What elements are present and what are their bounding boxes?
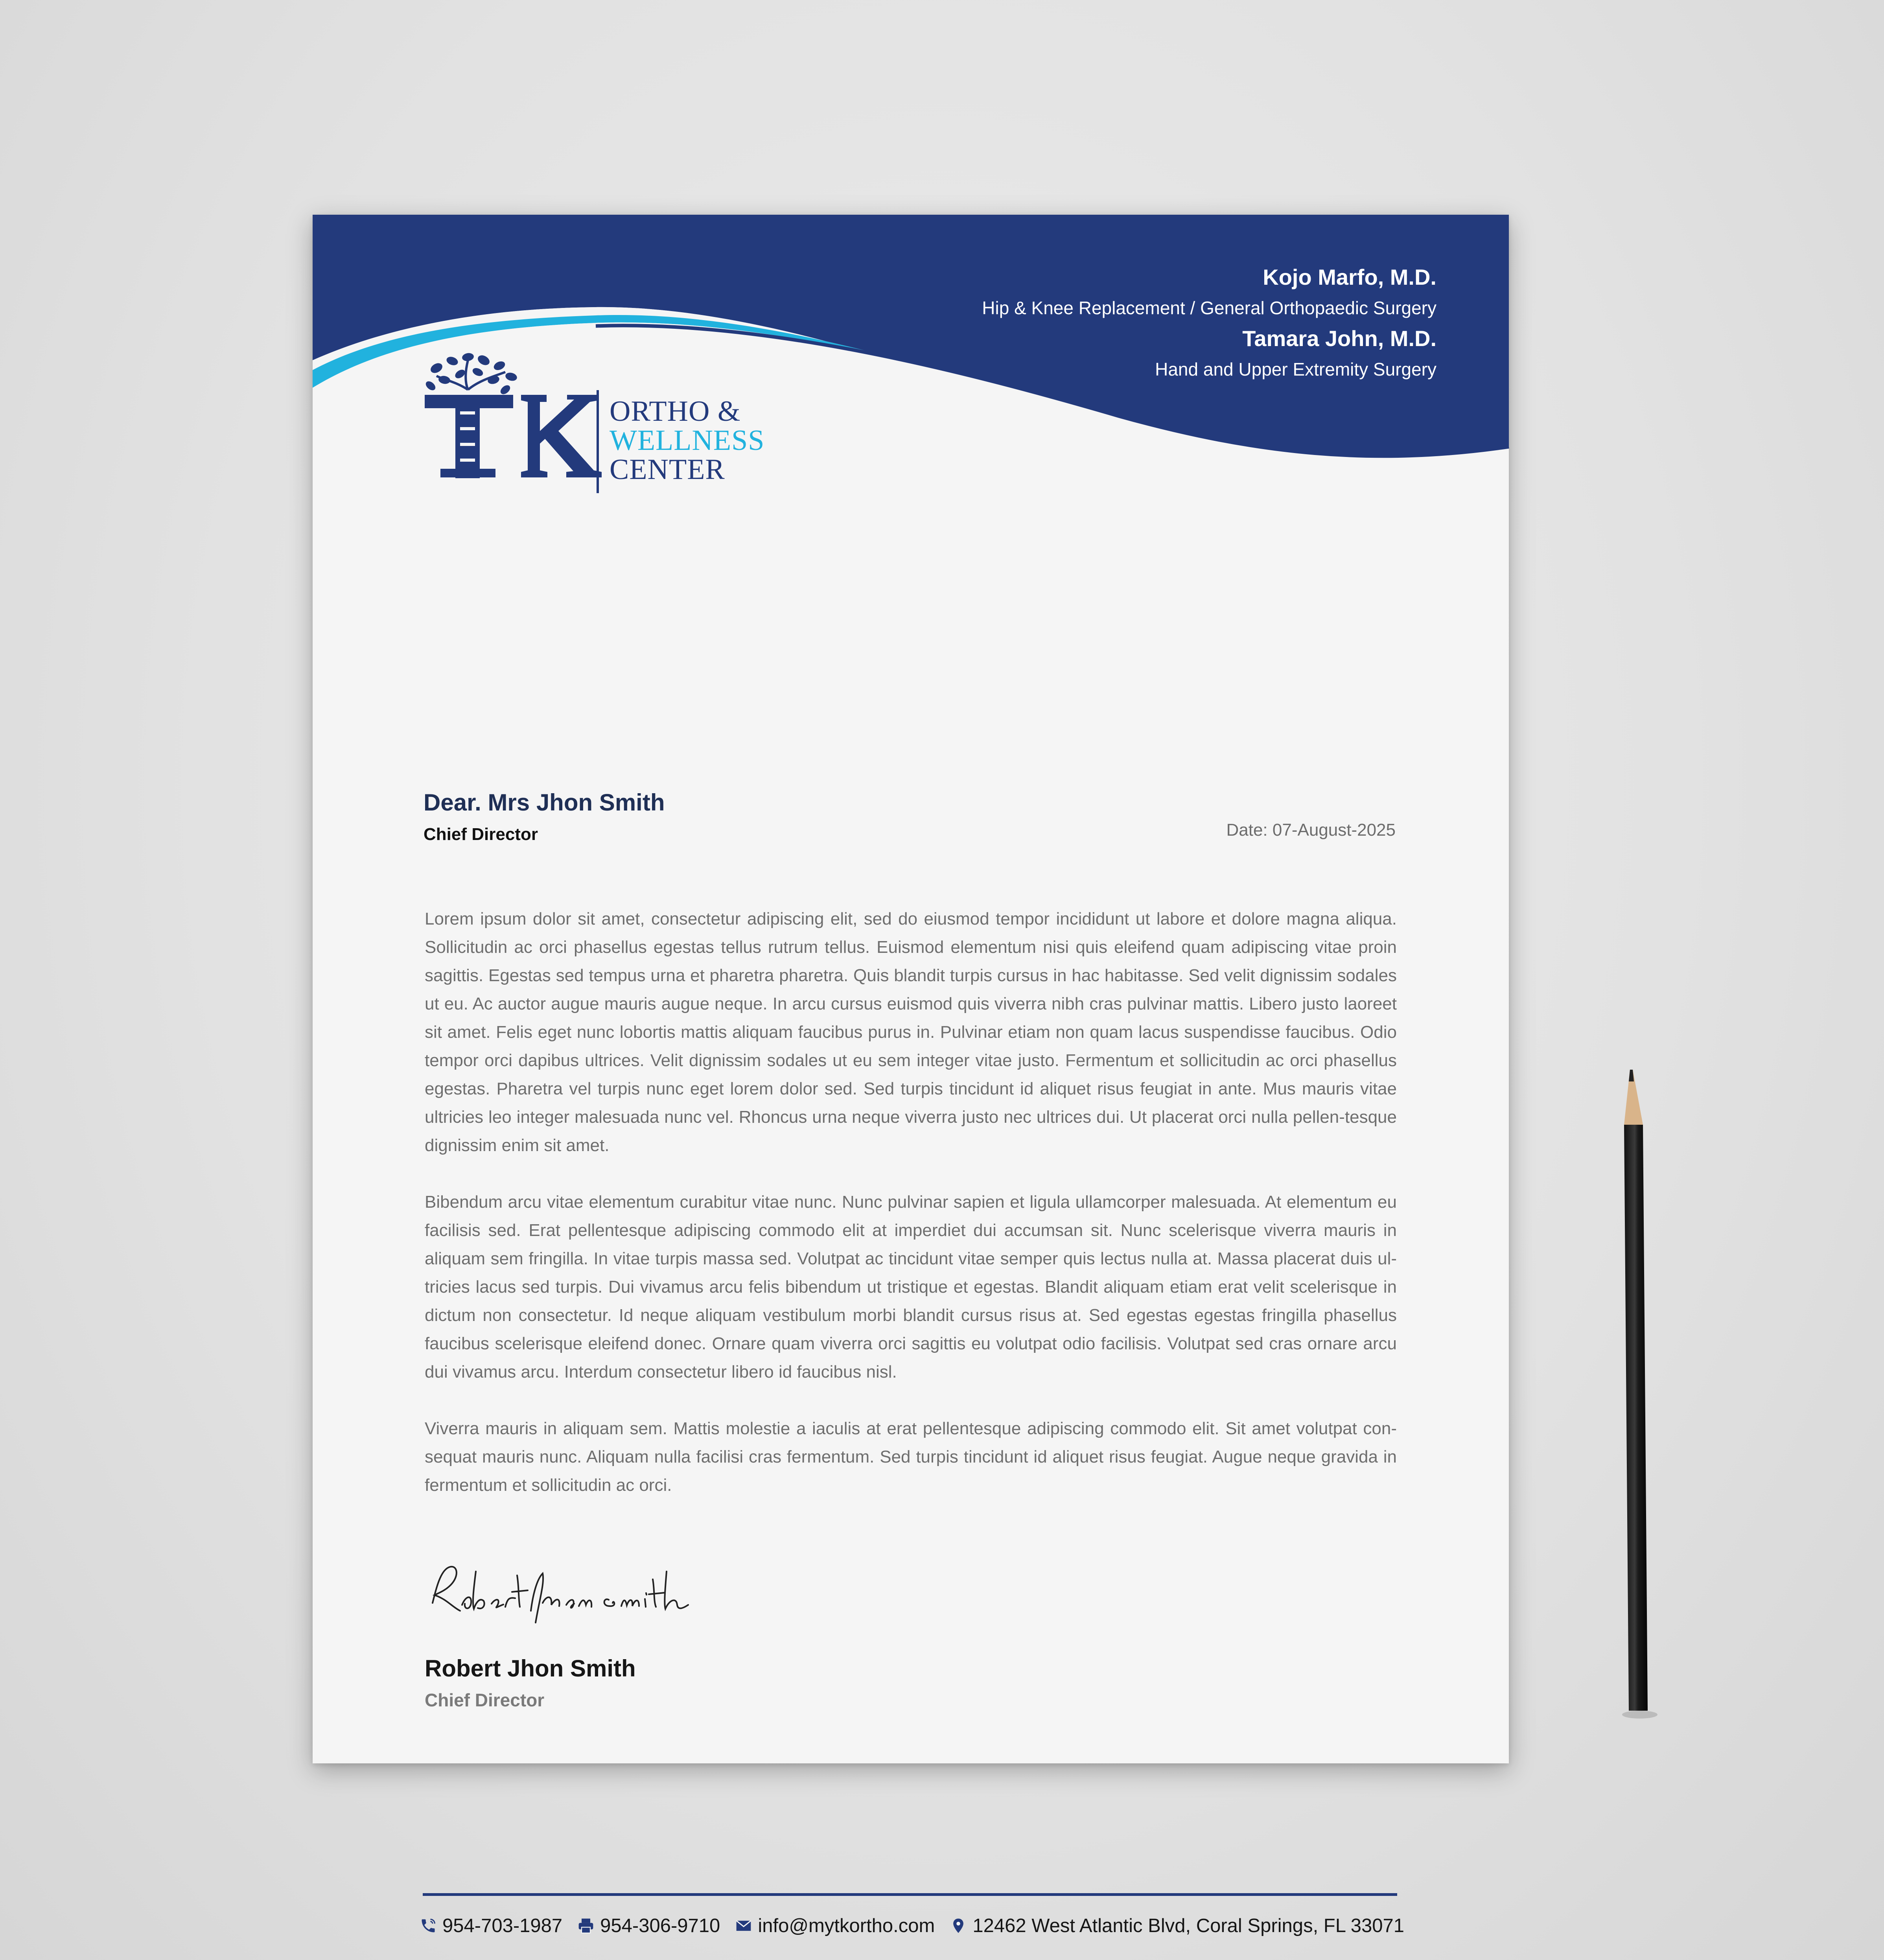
location-icon [950,1917,967,1934]
doctor-name: Tamara John, M.D. [1242,326,1436,351]
ortho-wellness-logo [421,352,798,486]
fax-contact[interactable] [577,1915,720,1937]
doctor-specialty: Hip & Knee Replacement / General Orthopaedic Surgery [982,298,1436,318]
fax-number: 954-306-9710 [600,1915,720,1936]
contact-footer [420,1912,1419,1940]
phone-number: 954-703-1987 [442,1915,563,1936]
body-paragraph: Bibendum arcu vitae elementum curabitur vitae nunc. Nunc pulvinar sapien et ligula ullamcorper malesuada. At elementum eu facilisis sed. Erat pellentesque adipiscing commodo elit at imperdiet dui accumsan sit. Nunc scelerisque viverra mauris in aliquam sem fringilla. In vitae turpis massa sed. Volutpat ac tincidunt vitae semper quis lectus nulla at. Massa placerat duis ul-tricies lacus sed turpis. Dui vivamus arcu felis bibendum ut tristique et egestas. Blandit aliquam etiam erat velit scelerisque in dictum non consectetur. Id neque aliquam vestibulum morbi blandit cursus risus at. Sed egestas egestas fringilla phasellus faucibus scelerisque eleifend donec. Ornare quam viverra orci sagittis eu volutpat odio facilisis. Volutpat sed cras ornare arcu dui vivamus arcu. Interdum consectetur libero id faucibus nisl. [425,1192,1397,1382]
mail-icon [735,1917,752,1934]
signer-name: Robert Jhon Smith [425,1655,636,1682]
street-address: 12462 West Atlantic Blvd, Coral Springs, FL 33071 [972,1915,1405,1936]
signer-title: Chief Director [425,1690,545,1710]
doctor-specialty: Hand and Upper Extremity Surgery [1155,359,1436,379]
letterhead-sheet [313,215,1509,1936]
body-paragraph: Lorem ipsum dolor sit amet, consectetur adipiscing elit, sed do eiusmod tempor incididunt ut labore et dolore magna aliqua. Sollicitudin ac orci phasellus egestas tellus rutrum tellus. Euismod elementum nisi quis eleifend quam adipiscing vitae proin sagittis. Egestas sed tempus urna et pharetra pharetra. Quis blandit turpis cursus in hac habitasse. Sed velit dignissim sodales ut eu. Ac auctor augue mauris augue neque. In arcu cursus euismod quis viverra nibh cras pulvinar mattis. Libero justo laoreet sit amet. Felis eget nunc lobortis mattis aliquam faucibus purus in. Pulvinar etiam non quam lacus suspendisse faucibus. Odio tempor orci dapibus ultrices. Velit dignissim sodales ut eu sem integer vitae justo. Fermentum et sollicitudin ac orci phasellus egestas. Pharetra vel turpis nunc eget lorem dolor sed. Sed turpis tincidunt id aliquet risus feugiat in ante. Mus mauris vitae ultricies leo integer malesuada nunc vel. Rhoncus urna neque viverra justo nec ultrices dui. Ut placerat orci nulla pellen-tesque dignissim enim sit amet. [425,909,1397,1155]
logo-line-ortho: ORTHO & [610,395,741,427]
address-contact[interactable] [950,1915,1404,1937]
tk-tree-monogram-icon [421,352,602,482]
email-contact[interactable] [735,1915,935,1937]
logo-wordmark [610,352,775,486]
phone-contact[interactable] [420,1915,562,1937]
letter-body [425,905,1397,1528]
pencil-prop [1612,1062,1659,1730]
doctor-name: Kojo Marfo, M.D. [1263,265,1436,289]
doctors-block [982,262,1436,385]
handwritten-signature [425,1556,700,1623]
logo-divider [597,390,599,493]
email-address: info@mytkortho.com [758,1915,935,1936]
recipient-name: Dear. Mrs Jhon Smith [424,789,665,816]
logo-line-center: CENTER [610,453,725,486]
letter-date: Date: 07-August-2025 [1226,820,1396,840]
recipient-block [424,789,665,844]
logo-line-wellness: WELLNESS [610,424,765,457]
footer-divider [423,1893,1397,1896]
recipient-title: Chief Director [424,825,538,844]
body-paragraph: Viverra mauris in aliquam sem. Mattis molestie a iaculis at erat pellentesque adipiscing commodo elit. Sit amet volutpat con-sequat mauris nunc. Aliquam nulla facilisi cras fermentum. Sed turpis tincidunt id aliquet risus feugiat. Augue neque gravida in fermentum et sollicitudin ac orci. [425,1419,1397,1495]
phone-icon [420,1917,437,1934]
fax-icon [577,1917,595,1934]
